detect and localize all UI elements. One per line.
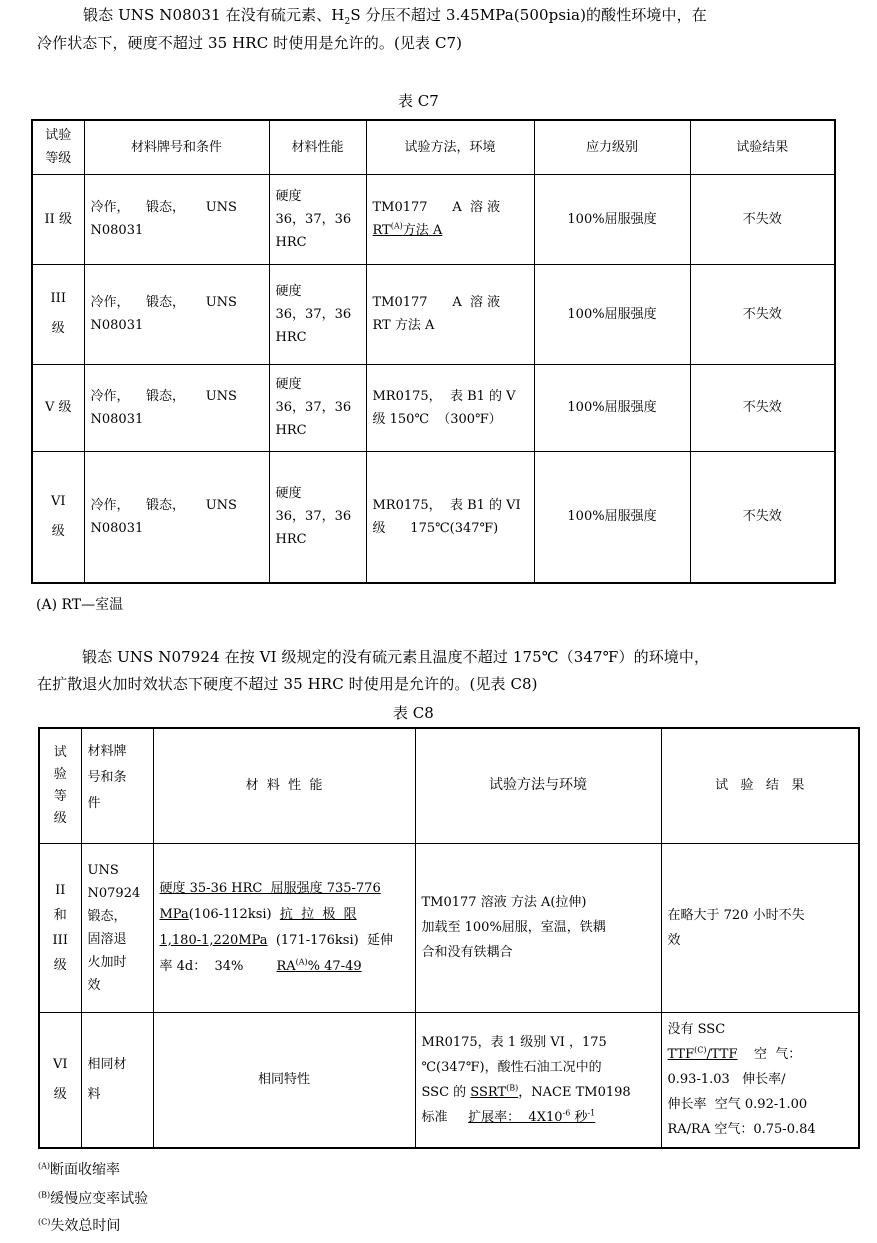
c8-result-l1: 没有 SSC <box>667 1022 726 1038</box>
c8-grade: II 和 III 级 <box>39 843 81 1012</box>
c8-method-l4sup2: -1 <box>587 1108 596 1118</box>
c8-method-l3u: SSRT <box>470 1084 507 1100</box>
c7-method-rt <box>373 223 443 238</box>
c7-method: MR0175， 表 B1 的 V 级 150℃ （300℉） <box>366 364 534 451</box>
c7-stress: 100%屈服强度 <box>534 364 690 451</box>
c8-props-l1: 硬度 35-36 HRC 屈服强度 735-776 <box>159 880 381 896</box>
c8-method: TM0177 溶液 方法 A(拉伸) 加载至 100%屈服，室温，铁耦 合和没有铁耦合 <box>415 843 661 1012</box>
c8-result-ttf <box>668 1047 738 1062</box>
c7-grade: II 级 <box>32 174 84 264</box>
c8-props: 相同特性 <box>153 1012 415 1148</box>
c7-props: 硬度 36，37，36 HRC <box>269 174 366 264</box>
c7-props: 硬度 36，37，36 HRC <box>269 264 366 364</box>
c7-result: 不失效 <box>690 174 835 264</box>
table-c8-caption: 表 C8 <box>393 704 434 722</box>
para1-line1b: S 分压不超过 3.45MPa(500psia)的酸性环境中，在 <box>350 6 707 24</box>
table-c8-footnote-c <box>38 1215 120 1235</box>
c7-grade: V 级 <box>32 364 84 451</box>
c7-material <box>84 174 269 264</box>
c7-method-sup: (A) <box>390 221 403 231</box>
footnote-b-mark: (B) <box>38 1190 51 1200</box>
c8-props-l2: MPa <box>159 906 189 922</box>
table-c7-caption: 表 C7 <box>398 92 439 110</box>
c8-result: 在略大于 720 小时不失 效 <box>661 843 859 1012</box>
c8-props-ra <box>276 959 361 974</box>
table-row <box>32 174 835 264</box>
table-row <box>32 364 835 451</box>
para1-line1a: 锻态 UNS N08031 在没有硫元素、H <box>83 6 345 24</box>
table-c8 <box>38 727 860 1149</box>
c8-props-l3b: (171-176ksi) 延伸 <box>267 932 393 948</box>
c7-material-b: N08031 <box>90 411 144 427</box>
c7-header-grade: 试验 等级 <box>32 120 84 174</box>
c8-grade: VI 级 <box>39 1012 81 1148</box>
c7-grade: III 级 <box>32 264 84 364</box>
c8-props-l4c: % 47-49 <box>307 958 362 974</box>
footnote-c-text: 失效总时间 <box>50 1218 121 1234</box>
c7-method-rest: 方法 A <box>402 223 443 238</box>
c8-result-l2b: 空 气： <box>737 1047 802 1063</box>
c8-method-l3b: ，NACE TM0198 <box>518 1084 631 1100</box>
table-row <box>39 1012 859 1148</box>
c8-method-l4u: 扩展率： 4X10 <box>468 1109 563 1125</box>
paragraph-1-line2: 冷作状态下，硬度不超过 35 HRC 时使用是允许的。(见表 C7) <box>37 34 463 52</box>
c8-result-l5: RA/RA 空气：0.75-0.84 <box>667 1122 816 1138</box>
c7-header-props: 材料性能 <box>269 120 366 174</box>
c8-header-method: 试验方法与环境 <box>415 728 661 843</box>
table-c7 <box>31 119 836 584</box>
c7-method <box>366 174 534 264</box>
table-row <box>39 843 859 1012</box>
c7-stress: 100%屈服强度 <box>534 264 690 364</box>
c7-material <box>84 451 269 583</box>
c8-props-l3: 1,180-1,220MPa <box>159 932 268 948</box>
c7-props: 硬度 36，37，36 HRC <box>269 364 366 451</box>
c8-props-l2b: (106-112ksi) <box>188 906 280 922</box>
c7-header-method: 试验方法，环境 <box>366 120 534 174</box>
c7-material <box>84 364 269 451</box>
c7-method-a: TM0177 A 溶 液 <box>372 200 501 215</box>
c7-header-stress: 应力级别 <box>534 120 690 174</box>
footnote-b-text: 缓慢应变率试验 <box>50 1191 149 1207</box>
c7-material-a: 冷作， 锻态， UNS <box>90 497 237 513</box>
c8-result-l4: 伸长率 空气 0.92-1.00 <box>667 1097 808 1113</box>
c7-result: 不失效 <box>690 364 835 451</box>
c7-material <box>84 264 269 364</box>
c8-method-l3sup: (B) <box>506 1083 519 1093</box>
table-c8-footnote-a <box>38 1159 120 1179</box>
c8-header-grade: 试 验 等 级 <box>39 728 81 843</box>
table-c7-footnote: (A) RT—室温 <box>36 597 124 613</box>
table-row <box>32 451 835 583</box>
c8-result-l3: 0.93-1.03 伸长率/ <box>667 1072 786 1088</box>
c8-method-l4u2: 秒 <box>570 1109 588 1125</box>
c8-method-l1: MR0175，表 1 级别 VI ，175 <box>421 1034 607 1050</box>
c7-material-a: 冷作， 锻态， UNS <box>90 200 237 215</box>
c8-method-l3a: SSC 的 <box>421 1084 471 1100</box>
c8-header-result: 试 验 结 果 <box>661 728 859 843</box>
c7-header-result: 试验结果 <box>690 120 835 174</box>
c8-method-l2: ℃(347℉)，酸性石油工况中的 <box>421 1059 602 1075</box>
c8-header-material: 材料牌 号和条 件 <box>81 728 153 843</box>
c7-material-b: N08031 <box>90 318 144 333</box>
c8-method-l4sup1: -6 <box>562 1108 571 1118</box>
para1-sub: 2 <box>344 17 351 27</box>
c7-stress: 100%屈服强度 <box>534 174 690 264</box>
c7-material-a: 冷作， 锻态， UNS <box>90 388 237 404</box>
c7-method-rt-text: RT <box>372 223 391 238</box>
c8-result-l2sup: (C) <box>694 1045 707 1055</box>
c8-props <box>153 843 415 1012</box>
c7-result: 不失效 <box>690 264 835 364</box>
table-c8-footnote-b <box>38 1188 148 1208</box>
c7-header-material: 材料牌号和条件 <box>84 120 269 174</box>
c7-material-b: N08031 <box>90 223 144 238</box>
c7-material-b: N08031 <box>90 520 144 536</box>
table-row <box>32 264 835 364</box>
c8-method <box>415 1012 661 1148</box>
footnote-a-text: 断面收缩率 <box>50 1162 121 1178</box>
c7-grade: VI 级 <box>32 451 84 583</box>
c7-material-a: 冷作， 锻态， UNS <box>90 295 237 310</box>
c8-props-l4a: 率 4d： 34% <box>159 958 277 974</box>
c7-method: MR0175， 表 B1 的 VI 级 175℃(347℉) <box>366 451 534 583</box>
c8-result-l2u: TTF <box>667 1047 695 1063</box>
c7-method: TM0177 A 溶 液 RT 方法 A <box>366 264 534 364</box>
footnote-c-mark: (C) <box>38 1217 51 1227</box>
c8-method-ssrt <box>470 1085 518 1100</box>
paragraph-1 <box>83 2 707 29</box>
paragraph-2-line1: 锻态 UNS N07924 在按 VI 级规定的没有硫元素且温度不超过 175℃（347℉）的环境中， <box>82 648 710 666</box>
c8-header-props: 材 料 性 能 <box>153 728 415 843</box>
table-c8-header-row <box>39 728 859 843</box>
c8-result-l2u2: /TTF <box>706 1047 738 1063</box>
c7-result: 不失效 <box>690 451 835 583</box>
c8-props-l2c: 抗 拉 极 限 <box>279 906 357 922</box>
table-c7-header-row <box>32 120 835 174</box>
c7-stress: 100%屈服强度 <box>534 451 690 583</box>
c8-material: UNS N07924 锻态， 固溶退 火加时 效 <box>81 843 153 1012</box>
c8-method-l4a: 标准 <box>421 1109 469 1125</box>
c8-material: 相同材 料 <box>81 1012 153 1148</box>
c8-props-l4b: RA <box>276 958 296 974</box>
paragraph-2-line2: 在扩散退火加时效状态下硬度不超过 35 HRC 时使用是允许的。(见表 C8) <box>37 675 538 693</box>
footnote-a-mark: (A) <box>38 1161 51 1171</box>
c7-props: 硬度 36，37，36 HRC <box>269 451 366 583</box>
c8-props-sup: (A) <box>295 957 308 967</box>
c8-result <box>661 1012 859 1148</box>
c8-method-rate <box>468 1110 595 1125</box>
